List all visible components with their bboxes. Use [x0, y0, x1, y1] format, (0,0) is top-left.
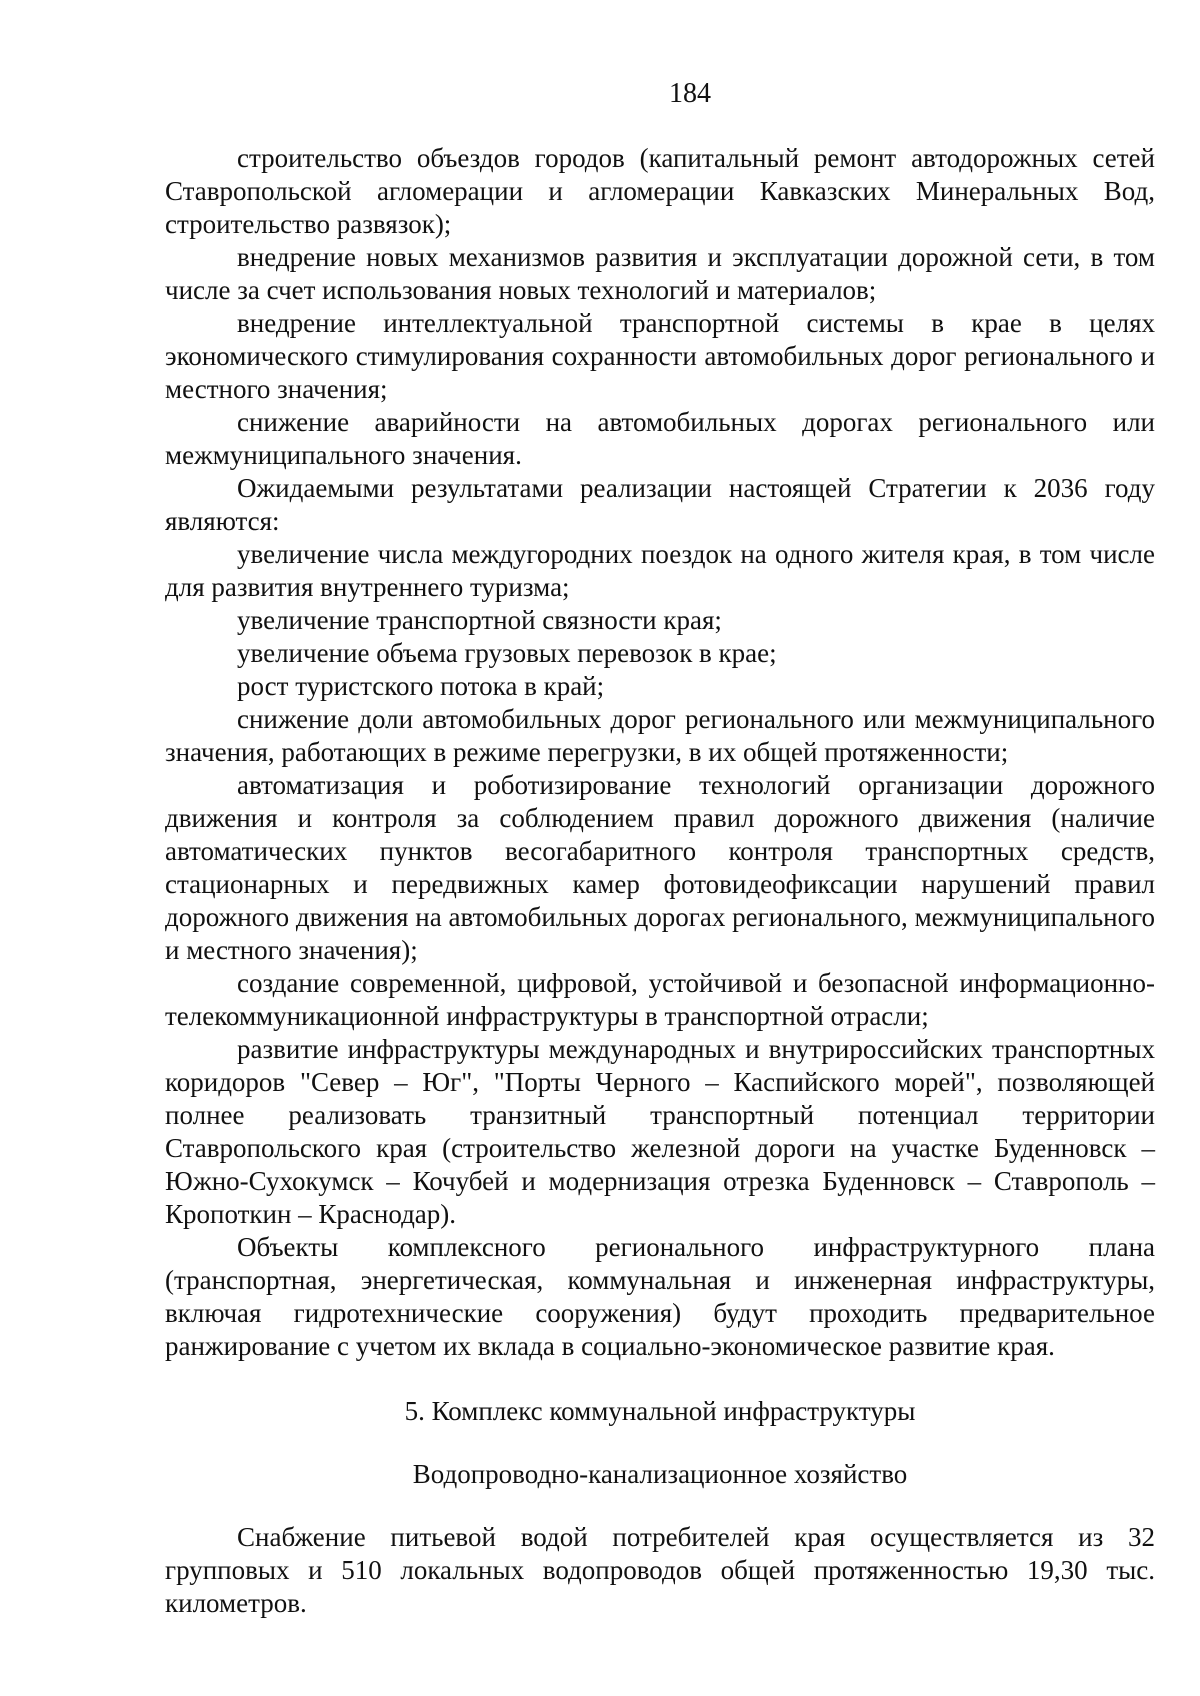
- paragraph-freight-volume: увеличение объема грузовых перевозок в крае;: [237, 638, 777, 668]
- paragraph-traffic-automation: автоматизация и роботизирование технологий организации дорожного движения и контроля за соблюдением правил дорожного движения (наличие автоматических пунктов весогабаритного контроля транспортных средств, стационарных и передвижных камер фотовидеофиксации нарушений правил дорожного движения на автомобильных дорогах регионального, межмуниципального и местного значения);: [165, 770, 1155, 965]
- paragraph-infrastructure-plan: Объекты комплексного регионального инфраструктурного плана (транспортная, энергетическая, коммунальная и инженерная инфраструктуры, включая гидротехнические сооружения) будут проходить предварительное ранжирование с учетом их вклада в социально-экономическое развитие края.: [165, 1232, 1155, 1361]
- paragraph-intelligent-transport: внедрение интеллектуальной транспортной системы в крае в целях экономического стимулирования сохранности автомобильных дорог регионального и местного значения;: [165, 308, 1155, 404]
- section-heading: 5. Комплекс коммунальной инфраструктуры: [404, 1396, 916, 1426]
- paragraph-bypass-construction: строительство объездов городов (капитальный ремонт автодорожных сетей Ставропольской агломерации и агломерации Кавказских Минеральных Вод, строительство развязок);: [165, 143, 1155, 239]
- paragraph-new-mechanisms: внедрение новых механизмов развития и эксплуатации дорожной сети, в том числе за счет использования новых технологий и материалов;: [165, 242, 1155, 305]
- paragraph-expected-results: Ожидаемыми результатами реализации настоящей Стратегии к 2036 году являются:: [165, 473, 1155, 536]
- paragraph-transport-connectivity: увеличение транспортной связности края;: [237, 605, 722, 635]
- paragraph-accident-reduction: снижение аварийности на автомобильных дорогах регионального или межмуниципального значения.: [165, 407, 1155, 470]
- paragraph-ict-infrastructure: создание современной, цифровой, устойчивой и безопасной информационно-телекоммуникационной инфраструктуры в транспортной отрасли;: [165, 968, 1155, 1031]
- paragraph-intercity-trips: увеличение числа междугородних поездок на одного жителя края, в том числе для развития внутреннего туризма;: [165, 539, 1155, 602]
- document-body: [165, 142, 1155, 1620]
- subsection-heading: Водопроводно-канализационное хозяйство: [412, 1459, 908, 1489]
- paragraph-transport-corridors: развитие инфраструктуры международных и внутрироссийских транспортных коридоров "Север – Юг", "Порты Черного – Каспийского морей", позволяющей полнее реализовать транзитный транспортный потенциал территории Ставропольского края (строительство железной дороги на участке Буденновск – Южно-Сухокумск – Кочубей и модернизация отрезка Буденновск – Ставрополь – Кропоткин – Краснодар).: [165, 1034, 1155, 1229]
- paragraph-water-supply: Снабжение питьевой водой потребителей края осуществляется из 32 групповых и 510 локальных водопроводов общей протяженностью 19,30 тыс. километров.: [165, 1522, 1155, 1618]
- paragraph-overloaded-roads: снижение доли автомобильных дорог регионального или межмуниципального значения, работающих в режиме перегрузки, в их общей протяженности;: [165, 704, 1155, 767]
- page-number: 184: [669, 78, 711, 109]
- paragraph-tourist-flow: рост туристского потока в край;: [237, 671, 605, 701]
